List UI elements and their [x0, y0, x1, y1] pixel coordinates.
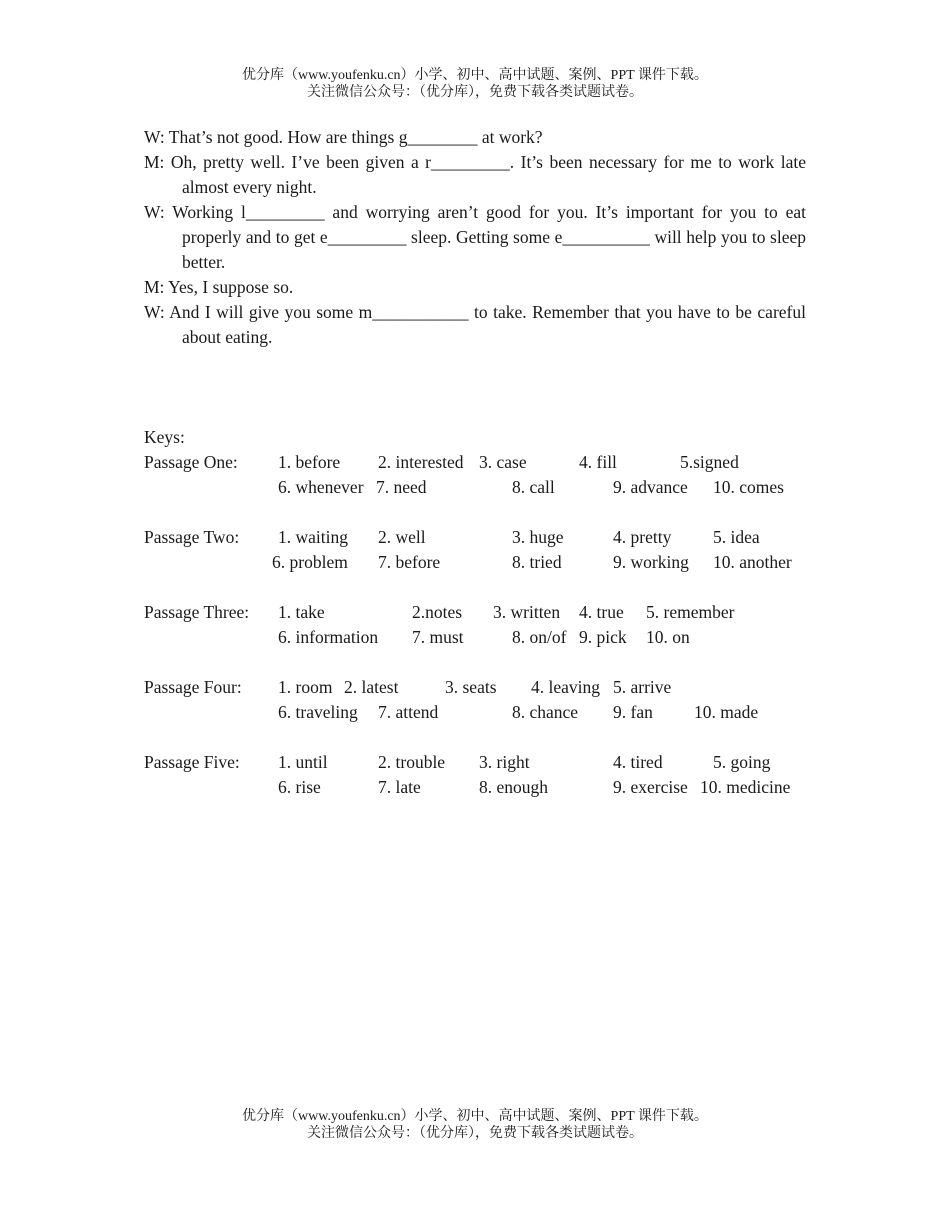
keys-heading: Keys: — [144, 427, 185, 447]
answer: 8. chance — [512, 702, 579, 722]
answer: 2. latest — [344, 677, 399, 697]
answer: 4. tired — [613, 752, 663, 772]
passage-two-row-2 — [144, 550, 844, 575]
footer-line-1: 优分库（www.youfenku.cn）小学、初中、高中试题、案例、PPT 课件下载。 — [242, 1109, 708, 1124]
header-line-1: 优分库（www.youfenku.cn）小学、初中、高中试题、案例、PPT 课件下载。 — [242, 68, 708, 83]
dialogue-line: M: Oh, pretty well. I’ve been given a r_________. It’s been necessary for me to work late almost every night. — [144, 152, 806, 197]
answer: 7. must — [412, 627, 464, 647]
answer: 1. until — [278, 752, 328, 772]
passage-four-row-1 — [144, 675, 844, 700]
answer: 6. rise — [278, 777, 321, 797]
passage-three-row-1 — [144, 600, 844, 625]
answer: 9. exercise — [613, 777, 688, 797]
answer: 4. pretty — [613, 527, 672, 547]
answer: 6. information — [278, 627, 379, 647]
answer: 4. fill — [579, 452, 617, 472]
answer: 5. remember — [646, 602, 735, 622]
answer: 3. right — [479, 752, 530, 772]
passage-label: Passage One: — [144, 452, 238, 472]
answer: 8. enough — [479, 777, 549, 797]
passage-five-row-2 — [144, 775, 844, 800]
answer: 2. well — [378, 527, 426, 547]
passage-label: Passage Five: — [144, 752, 240, 772]
passage-four-row-2 — [144, 700, 844, 725]
passage-label: Passage Two: — [144, 527, 240, 547]
answer: 8. call — [512, 477, 555, 497]
dialogue-section — [144, 125, 806, 350]
answer: 5.signed — [680, 452, 739, 472]
answer: 8. on/of — [512, 627, 567, 647]
answer: 10. medicine — [700, 777, 791, 797]
passage-one-row-1 — [144, 450, 844, 475]
answer: 3. huge — [512, 527, 564, 547]
answer: 2. trouble — [378, 752, 446, 772]
answer: 4. true — [579, 602, 624, 622]
answer: 2.notes — [412, 602, 463, 622]
answer: 10. made — [694, 702, 759, 722]
passage-five-row-1 — [144, 750, 844, 775]
answer: 9. fan — [613, 702, 653, 722]
answer: 7. before — [378, 552, 441, 572]
answer: 7. need — [376, 477, 427, 497]
answer: 5. arrive — [613, 677, 672, 697]
answer: 7. attend — [378, 702, 439, 722]
answer: 1. take — [278, 602, 325, 622]
answer: 1. room — [278, 677, 333, 697]
answer: 8. tried — [512, 552, 562, 572]
answer: 2. interested — [378, 452, 464, 472]
dialogue-line: W: That’s not good. How are things g________ at work? — [144, 127, 543, 147]
passage-one-row-2 — [144, 475, 844, 500]
answer: 7. late — [378, 777, 421, 797]
page-footer — [0, 1108, 950, 1142]
dialogue-line: M: Yes, I suppose so. — [144, 277, 294, 297]
answer: 9. pick — [579, 627, 627, 647]
answer: 6. problem — [272, 552, 348, 572]
passage-two-row-1 — [144, 525, 844, 550]
answer: 10. another — [713, 552, 792, 572]
dialogue-line: W: Working l_________ and worrying aren’t good for you. It’s important for you to eat properly and to get e_________ sleep. Getting some e__________ will help you to sleep better. — [144, 202, 806, 272]
answer: 10. on — [646, 627, 690, 647]
header-line-2: 关注微信公众号：（优分库），免费下载各类试题试卷。 — [307, 85, 643, 100]
answer-keys-section — [144, 425, 844, 800]
passage-label: Passage Four: — [144, 677, 242, 697]
passage-label: Passage Three: — [144, 602, 250, 622]
dialogue-line: W: And I will give you some m___________ to take. Remember that you have to be careful about eating. — [144, 302, 806, 347]
answer: 1. waiting — [278, 527, 348, 547]
answer: 3. case — [479, 452, 527, 472]
footer-line-2: 关注微信公众号：（优分库），免费下载各类试题试卷。 — [307, 1126, 643, 1141]
answer: 9. working — [613, 552, 689, 572]
answer: 5. going — [713, 752, 771, 772]
answer: 6. traveling — [278, 702, 358, 722]
answer: 6. whenever — [278, 477, 364, 497]
answer: 5. idea — [713, 527, 760, 547]
passage-three-row-2 — [144, 625, 844, 650]
answer: 10. comes — [713, 477, 784, 497]
answer: 3. seats — [445, 677, 497, 697]
answer: 9. advance — [613, 477, 688, 497]
answer: 1. before — [278, 452, 341, 472]
answer: 4. leaving — [531, 677, 601, 697]
page-header — [0, 67, 950, 101]
answer: 3. written — [493, 602, 561, 622]
